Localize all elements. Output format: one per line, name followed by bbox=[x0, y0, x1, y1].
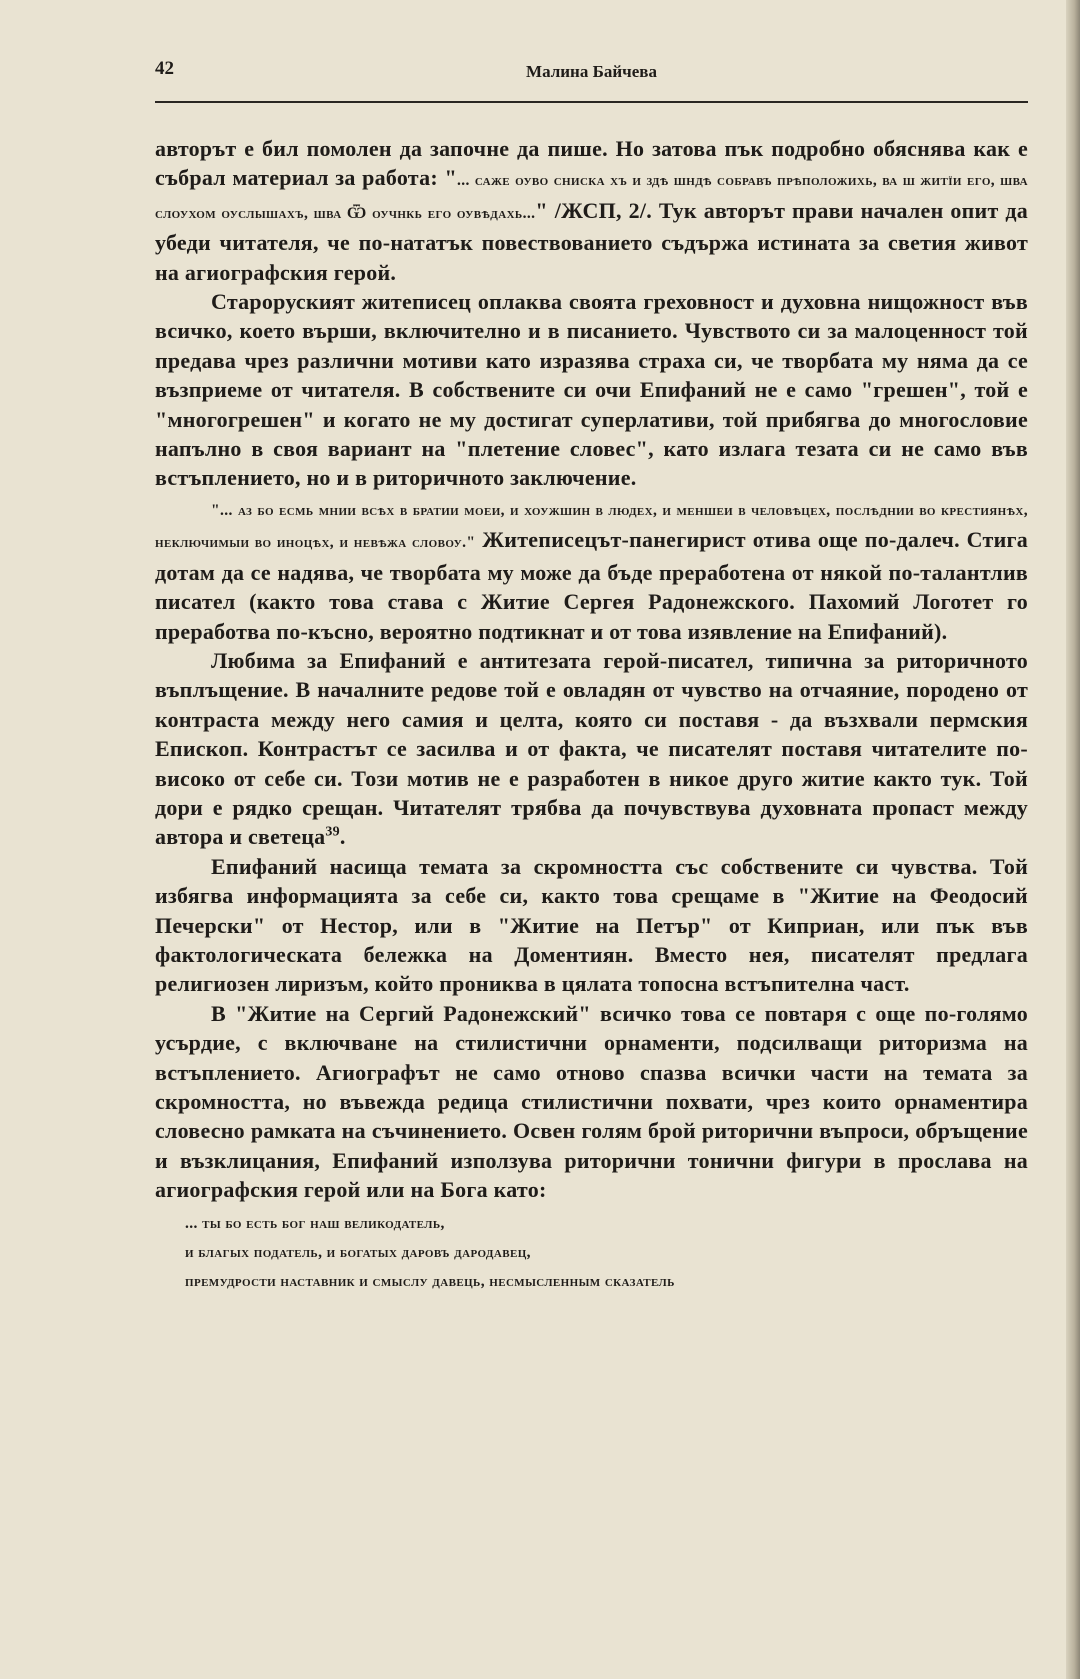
paragraph-2: Староруският житеписец оплаква своята греховност и духовна нищожност във всичко, което върши, включително и в писанието. Чувството си за малоценност той предава чрез различни мотиви като изразява страха си, че творбата му няма да се възприеме от читателя. В собствените си очи Епифаний не е само "грешен", той е "многогрешен" и когато не му достигат суперлативи, той прибягва до многословие напълно в своя вариант на "плетение словес", като излага тезата си не само във встъплението, но и в риторичното заключение. bbox=[155, 289, 1028, 491]
church-slavonic-quote: ... саже оуво сниска хъ и здѣ шндѣ собравъ прѣположихь, ва ш житїи его, шва слоухом оуслышахъ, шва Ѿ оучнкь его оувѣдахь... bbox=[155, 172, 1028, 222]
page-number: 42 bbox=[155, 58, 174, 79]
paragraph-1: авторът е бил помолен да започне да пише. Но затова пък подробно обяснява как е събрал материал за работа: "... саже оуво сниска хъ и здѣ шндѣ собравъ прѣположихь, ва ш житїи его, шва слоухом оуслышахъ, шва Ѿ оучнкь его оувѣдахь..." /ЖСП, 2/. Тук авторът прави начален опит да убеди читателя, че по-нататък повествованието съдържа истината за светия живот на агиографския герой. bbox=[155, 136, 1028, 285]
page-edge bbox=[1066, 0, 1080, 1679]
hymn-line: и благых податель, и богатых даровъ дародавец, bbox=[185, 1244, 531, 1262]
hymn-line: ... ты бо есть бог наш великодатель, bbox=[185, 1214, 445, 1232]
running-head: Малина Байчева bbox=[526, 62, 657, 81]
footnote-ref: 39 bbox=[325, 825, 340, 841]
paragraph-3: "... аз бо есмь мнии всѣх в братии моеи, и хоужшин в людех, и меншеи в человѣцех, послѣднии во крестиянѣх, неключимыи во иноцѣх, и невѣжа словоу." Житеписецът-панегирист отива още по-далеч. Стига дотам да се надява, че творбата му може да бъде преработена от някой по-талантлив писател (както това става с Житие Сергея Радонежского. Пахомий Логотет го преработва по-късно, вероятно подтикнат и от това изявление на Епифаний). bbox=[155, 501, 1028, 644]
header-rule bbox=[155, 101, 1028, 103]
church-slavonic-quote: "... аз бо есмь мнии всѣх в братии моеи, и хоужшин в людех, и меншеи в человѣцех, послѣднии во крестиянѣх, неключимыи во иноцѣх, и невѣжа словоу." bbox=[155, 501, 1028, 552]
hymn-line: премудрости наставник и смыслу давець, несмысленным сказатель bbox=[185, 1273, 675, 1291]
hymn-quote bbox=[185, 1209, 1028, 1297]
page-body bbox=[155, 134, 1028, 1297]
paragraph-4: Любима за Епифаний е антитезата герой-писател, типична за риторичното въплъщение. В началните редове той е овладян от чувство на отчаяние, породено от контраста между него самия и целта, която си поставя - да възхвали пермския Епископ. Контрастът се засилва и от факта, че писателят поставя читателите по-високо от себе си. Този мотив не е разработен в никое друго житие както тук. Той дори е рядко срещан. Читателят трябва да почувствува духовната пропаст между автора и светеца$^{39}$. bbox=[155, 647, 1028, 850]
paragraph-5: Епифаний насища темата за скромността със собствените си чувства. Той избягва информацията за себе си, както това срещаме в "Житие на Феодосий Печерски" от Нестор, или в "Житие на Петър" от Киприан, или пък във фактологическата бележка на Доментиян. Вместо нея, писателят предлага религиозен лиризъм, който прониква в цялата топосна встъпителна част. bbox=[155, 853, 1028, 997]
page-header bbox=[155, 58, 1028, 88]
paragraph-6: В "Житие на Сергий Радонежский" всичко това се повтаря с още по-голямо усърдие, с включване на стилистични орнаменти, подсилващи риторизма на встъплението. Агиографът не само отново спазва всички части на темата за скромността, но въвежда редица стилистични похвати, чрез които орнаментира словесно рамката на съчинението. Освен голям брой риторични въпроси, обръщение и възклицания, Епифаний използува риторични тонични фигури в прослава на агиографския герой или на Бога като: bbox=[155, 1000, 1028, 1203]
